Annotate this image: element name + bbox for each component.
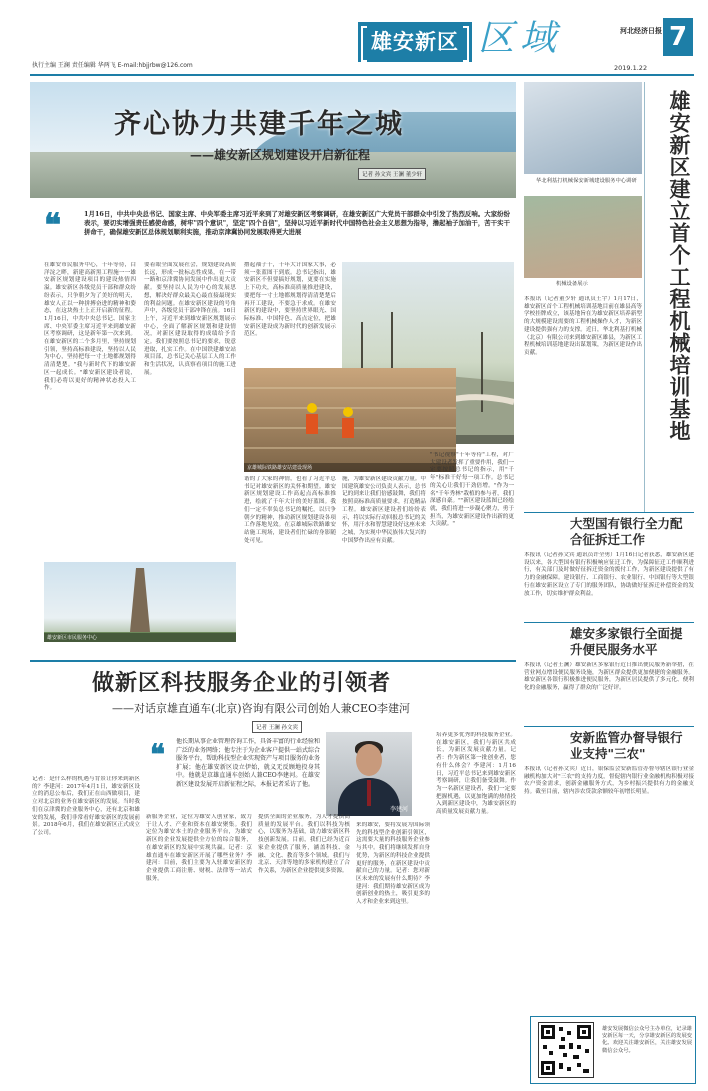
- footer-text: 雄安发展微信公众号主办单位，记录雄安新区每一天，分享雄安新区的发展变化。欢迎关注雄安新区，关注雄安发展微信公众号。: [602, 1026, 693, 1054]
- lead-title: 齐心协力共建千年之城: [114, 109, 404, 140]
- masthead-rule: [30, 74, 694, 76]
- photo-caption: 京雄城际铁路雄安站建设现场: [244, 463, 456, 472]
- interview-column-3: 提供全面的企业服务，为人才提供高质量的发展平台。我们以科技为核心，以服务为基础，助力雄安新区科技创新发展。目前，我们已经为近百家企业提供了服务，涵盖科技、金融、文化、教育等多个领域。我们与北京、天津等地的多家机构建立了合作关系，为新区企业提供更多资源。: [258, 814, 350, 874]
- portrait-caption: 李建河: [389, 806, 408, 813]
- photo-caption: 雄安新区市民服务中心: [44, 633, 236, 642]
- hero-image: [30, 82, 516, 198]
- section-script: 区域: [478, 18, 563, 59]
- interview-title: 做新区科技服务企业的引领者: [92, 670, 392, 696]
- construction-illustration: [244, 368, 456, 472]
- masthead: [0, 0, 708, 74]
- photo-pagoda: [44, 562, 236, 642]
- section-title: 雄安新区: [358, 22, 472, 62]
- interview-column-2: 新服务企业，定位为雄安人创业家，致力于让人才、产业和资本在雄安聚集。我们定位为雄安本土的企业服务平台，为雄安新区的企业发展提供全方位的综合服务，在雄安新区的发展中实现共赢。记者：京雄直通车在雄安新区开展了哪些业务？李建河：目前，我们主要为入驻雄安新区的企业提供工商注册、财税、法律等一站式服务。: [146, 814, 252, 882]
- side-news-body-1: 本报讯（记者孙文宾 通讯员许全勇）1月16日记者获悉，雄安新区建设以来，各大型国有银行积极响应征迁工作，为保障征迁工作顺利进行，有关部门及时做好征拆迁资金的拨付工作，为新区建设提供了有力的金融保障。建设银行、工商银行、农业银行、中国银行等大型银行在雄安新区设立了专门的服务团队，协助做好征拆迁补偿资金的发放工作，切实维护群众利益。: [524, 552, 694, 597]
- editor-line: 执行主编 王澜 责任编辑 华两飞 E-mail:hbjjrbw@126.com: [32, 62, 193, 69]
- side-news-body-2: 本报讯（记者王澜）雄安新区多家银行近日推出便民服务新举措，在营业网点增设便民服务设施，为新区群众提供更加便捷的金融服务。雄安新区各银行积极推进便民服务，为新区居民提供了多元化、便利化的金融服务，赢得了群众的广泛好评。: [524, 662, 694, 692]
- side-news-title-1: 大型国有银行全力配合征拆迁工作: [570, 516, 683, 547]
- rail-photo-machinery: [524, 196, 642, 278]
- portrait-photo: [326, 732, 412, 816]
- rail-vertical-title: 雄安新区建立首个工程机械培训基地: [667, 90, 692, 442]
- side-news-title-3: 安新监管办督导银行业支持"三农": [570, 730, 683, 761]
- interview-subtitle: ——对话京雄直通车(北京)咨询有限公司创始人兼CEO李建河: [112, 702, 411, 715]
- side-news-title-2: 雄安多家银行全面提升便民服务水平: [570, 626, 683, 657]
- lead-column-3: 撸起袖子干，千年大计国家大事，必须一张蓝图干到底。总书记指出，雄安新区不但要搞好规划，更要在实施上下功夫，高标准高质量推进建设，要把每一寸土地都规划得清清楚楚后再开工建设，不要急于求成。在雄安新区的建设中，要坚持世界眼光、国际标准、中国特色、高点定位，把雄安新区建设成为新时代的创新发展示范区。: [244, 262, 336, 338]
- qr-code-icon: [539, 1023, 593, 1077]
- pagoda-illustration: [44, 562, 236, 642]
- lead-column-7: "书记视察"千年等待"工程，对广大建设者发挥了重要作用，我们一定要按照总书记的指示，用"千年"标准干好每一项工作。总书记的关心让我们干劲倍增。"作为一名"千年秀林"栽植的参与者，我们深感自豪。""新区建设蓝图已经绘就，我们将进一步凝心聚力，勇于担当，为雄安新区建设作出新的更大贡献。": [430, 452, 514, 528]
- lead-column-1: 在雄安市民服务中心，干年等待，白洋淀之畔，新建高新黑工程施一一雄安新区规划建设项目的建设热情四溢。雄安新区各级党员干部和群众纷纷表示，只争朝夕为了美好的明天，雄安人正以一种拼搏奋进的精神和姿态，在这块热土上正开启新的征程。1月16日，中共中央总书记、国家主席、中央军委主席习近平来到雄安新区考察调研，这是新年第一次来到。在雄安新区的二个多月里，坚持规划引领，坚持高标准建设，坚持以人民为中心，坚持把每一寸土地都规划得清清楚楚。"我与新时代下的雄安新区一起成长。"雄安新区建设者说，我们必将以更好的精神状态投入工作。: [44, 262, 136, 392]
- interview-column-1: 记者：是什么样的机遇与背景让你来到新区的？李建河：2017年4月1日，雄安新区设立的消息公布后，我们正在山西做项目，建立对北京的业务在雄安新区的发展。当时我们在京津冀的企业服务中心，还有北京和雄安的发展，我们非常看好雄安新区的发展前景。2018年6月，我们在雄安新区正式成立了公司。: [32, 776, 140, 836]
- interview-intro: 他长期从事企业管理咨询工作，具备丰富的行业经验和广泛的业务网络；他专注于为企业客户提供一站式综合服务平台，帮助科技型企业实现资产与项目服务的业务扩展；他在雄安新区设立伊始，就义无反顾地投身其中。他就是京雄直通车创始人兼CEO李建河。在雄安新区建设发展开启新征程之际，本报记者采访了他。: [176, 738, 320, 788]
- lead-byline: 记者 孙文宾 王澜 董少轩: [358, 168, 426, 180]
- rail-photo-caption-b: 机械设备展示: [556, 281, 588, 287]
- quote-mark-icon: ❝: [150, 738, 166, 771]
- lead-column-6: 施，为雄安新区建设贡献力量。中国建筑雄安公司负责人表示，总书记的到来让我们倍感鼓舞，我们将按照高标准高质量要求，打造精品工程。雄安新区建设者们纷纷表示，将以实际行动回报总书记的关怀，用汗水和智慧建设好这座未来之城，为实现中华民族伟大复兴的中国梦作出应有贡献。: [342, 476, 426, 544]
- issue-date: 2019.1.22: [614, 64, 648, 72]
- rail-photo-caption-a: 华北利基打机械保安新城建设服务中心调研: [536, 178, 637, 184]
- qr-code[interactable]: [538, 1022, 594, 1078]
- quote-mark-icon: ❝: [44, 206, 62, 244]
- lead-column-5: 谐的了大家的神情，也看了习近平总书记对雄安新区的关怀和期望。雄安新区规划建设工作高起点高标准推进，绘就了千年大计的美好蓝图。我们一定不辜负总书记的嘱托，以只争朝夕的精神，推动新区规划建设各项工作落地见效。在京雄城际铁路雄安站施工现场，建设者们忙碌的身影随处可见。: [244, 476, 336, 544]
- side-news-body-3: 本报讯（记者孙文宾）近日，银保监会安新监管办督导辖区银行业金融机构加大对"三农"的支持力度，督促辖内银行业金融机构积极对接农户资金需求，创新金融服务方式，为乡村振兴提供有力的金融支持。截至目前，辖内涉农贷款余额较年初增长明显。: [524, 766, 694, 796]
- paper-name: 河北经济日报: [620, 27, 662, 35]
- interview-byline: 记者 王澜 孙文宾: [252, 721, 302, 733]
- lead-intro: [44, 208, 510, 258]
- rail-photo-training: [524, 82, 642, 174]
- lead-intro-text: 1月16日，中共中央总书记、国家主席、中央军委主席习近平来到了对雄安新区考察调研，在雄安新区广大党员干部群众中引发了热烈反响。大家纷纷表示，要切实增强责任感使命感，树牢"四个意识"，坚定"四个自信"，坚持以习近平新时代中国特色社会主义思想为指导，撸起袖子加油干，苦干实干拼命干，确保雄安新区总体规划顺利实施，推动京津冀协同发展取得更大进展: [84, 210, 510, 236]
- lead-article: [30, 82, 516, 654]
- lead-column-2: 要着眼全面发展社会，规划建设高质长远，形成一批标志性成果，在一带一路和京津冀协同发展中作出更大贡献。要坚持以人民为中心的发展思想，解决好群众最关心最直接最现实的利益问题。在雄安新区建设的号角声中，各级党员干部冲锋在前。16日上午，习近平来到雄安新区规划展示中心，全面了解新区规划和建设情况，对新区建设取得的成绩给予肯定。我们要按照总书记的要求，锐意进取，扎实工作。在中国铁建雄安站项目部，总书记关心基层工人的工作和生活状况，认真察看项目的施工进展。: [144, 262, 236, 376]
- lead-subtitle: ——雄安新区规划建设开启新征程: [190, 148, 371, 162]
- interview-column-4: 来的雄安，要将发展为国际领先的科技型企业创新引领区，这需要大量的科技服务企业参与其中。我们将继续发挥自身优势，为新区的科技企业提供更好的服务，在新区建设中贡献自己的力量。记者：您对新区未来的发展有什么期待？李建河：我们期待雄安新区成为创新创业的热土，吸引更多的人才和企业来到这里。: [356, 822, 430, 906]
- interview-column-5: 培养更多优秀的科技服务企业。在雄安新区，我们与新区共成长，为新区发展贡献力量。记者：作为新区第一批创业者，您有什么体会？李建河：1月16日，习近平总书记来到雄安新区考察调研，让我们备受鼓舞。作为一名新区建设者，我们一定要把握机遇，以更加饱满的热情投入到新区建设中，为雄安新区的高质量发展贡献力量。: [436, 732, 516, 816]
- rail-body: 本报讯（记者董少轩 通讯员王宇）1月17日，雄安新区首个工程机械培训基地目前在雄县高等学校挂牌成立，该基地旨在为雄安新区培养新型的大规模建设需要的工程机械操作人才，为新区建设提供强有力的支撑。近日，华北利基打机械（北京）有限公司来到雄安新区雄县，为新区工程机械培训基地建设出谋划策，为新区建设作出贡献。: [524, 296, 642, 356]
- photo-construction: [244, 368, 456, 472]
- page-number: 7: [663, 18, 693, 56]
